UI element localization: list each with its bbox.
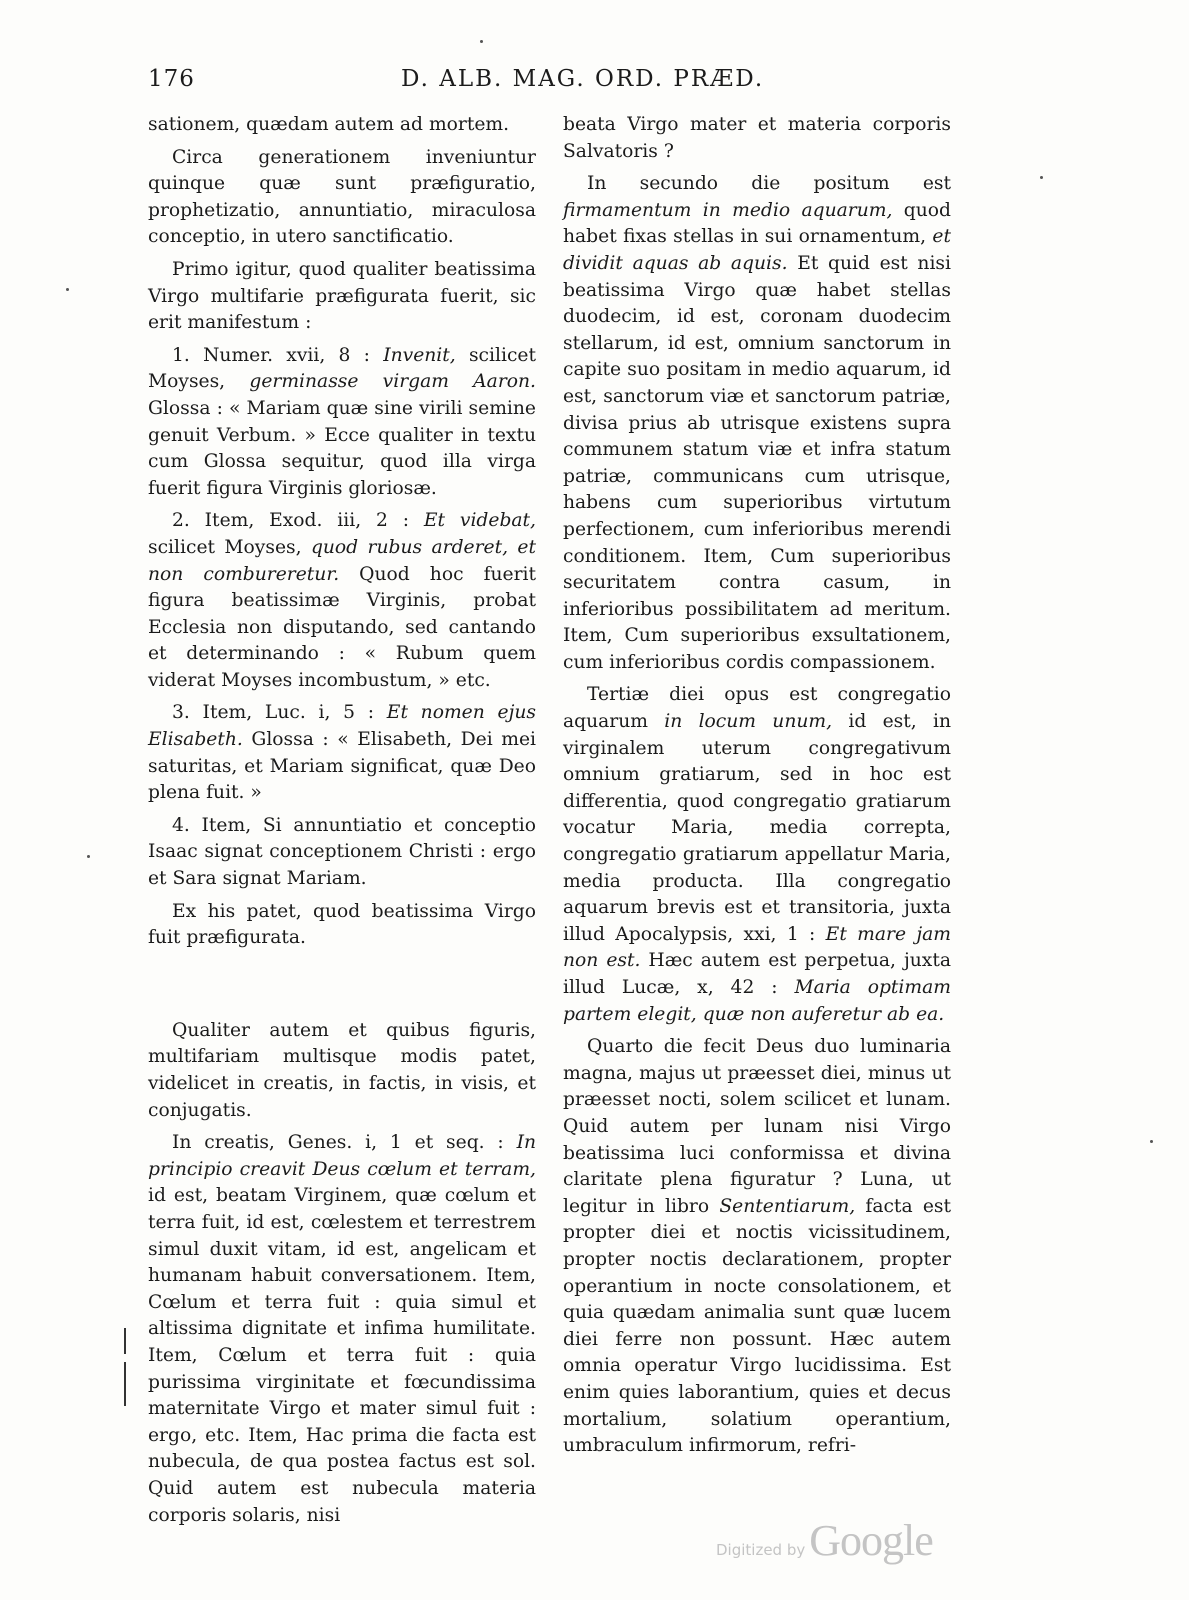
right-column bbox=[563, 112, 951, 1466]
paragraph: 3. Item, Luc. i, 5 : Et nomen ejus Elisabeth. Glossa : « Elisabeth, Dei mei saturitas, et Mariam significat, quæ Deo plena fuit. » bbox=[148, 702, 536, 804]
paragraph: Primo igitur, quod qualiter beatissima Virgo multifarie præfigurata fuerit, sic erit manifestum : bbox=[148, 258, 536, 334]
scan-speck bbox=[66, 288, 69, 291]
paragraph: Quarto die fecit Deus duo luminaria magna, majus ut præesset diei, minus ut præesset nocti, solem scilicet et lunam. Quid autem per lunam nisi Virgo beatissima luci conformissa et divina claritate plena figuratur ? Luna, ut legitur in libro Sententiarum, facta est propter diei et noctis vicissitudinem, propter noctis declarationem, propter operantium in nocte consolationem, et quia quædam animalia sunt quæ lucem diei ferre non possunt. Hæc autem omnia operatur Virgo lucidissima. Est enim quies laborantium, quies et decus mortalium, solatium operantium, umbraculum infirmorum, refri- bbox=[563, 1036, 952, 1457]
margin-mark bbox=[124, 1362, 126, 1406]
page-number: 176 bbox=[148, 66, 195, 92]
margin-mark bbox=[124, 1328, 126, 1354]
paragraph: Qualiter autem et quibus figuris, multifariam multisque modis patet, videlicet in creatis, in factis, in visis, et conjugatis. bbox=[148, 1019, 536, 1121]
left-column bbox=[148, 112, 536, 1535]
scan-speck bbox=[1150, 1140, 1153, 1143]
running-head: D. ALB. MAG. ORD. PRÆD. bbox=[401, 66, 765, 92]
paragraph: 4. Item, Si annuntiatio et conceptio Isaac signat conceptionem Christi : ergo et Sara signat Mariam. bbox=[148, 814, 536, 890]
watermark-caption: Digitized by bbox=[716, 1541, 806, 1559]
scan-speck bbox=[87, 855, 90, 858]
paragraph: sationem, quædam autem ad mortem. bbox=[148, 114, 510, 135]
paragraph: In creatis, Genes. i, 1 et seq. : In principio creavit Deus cœlum et terram, id est, beatam Virginem, quæ cœlum et terra fuit, id est, cœlestem et terrestrem simul duxit vitam, id est, angelicam et humanam habuit conversationem. Item, Cœlum et terra fuit : quia simul et altissima dignitate et infima humilitate. Item, Cœlum et terra fuit : quia purissima virginitate et fœcundissima maternitate Virgo et mater simul fuit : ergo, etc. Item, Hac prima die facta est nubecula, de qua postea factus est sol. Quid autem est nubecula materia corporis solaris, nisi bbox=[148, 1132, 536, 1526]
page-header bbox=[148, 66, 942, 100]
scan-speck bbox=[1040, 176, 1043, 179]
digitized-watermark bbox=[716, 1515, 933, 1566]
google-logo: Google bbox=[809, 1516, 933, 1565]
paragraph: 1. Numer. xvii, 8 : Invenit, scilicet Moyses, germinasse virgam Aaron. Glossa : « Mariam quæ sine virili semine genuit Verbum. » Ecce qualiter in textu cum Glossa sequitur, quod illa virga fuerit figura Virginis gloriosæ. bbox=[148, 344, 536, 499]
paragraph: beata Virgo mater et materia corporis Salvatoris ? bbox=[563, 114, 951, 162]
paragraph: In secundo die positum est firmamentum in medio aquarum, quod habet fixas stellas in sui ornamentum, et dividit aquas ab aquis. Et quid est nisi beatissima Virgo quæ habet stellas duodecim, id est, coronam duodecim stellarum, id est, omnium sanctorum in capite suo positam in medio aquarum, id est, sanctorum viæ et sanctorum patriæ, divisa prius ab utrisque existens supra communem statum viæ et infra statum patriæ, communicans cum utrisque, habens cum superioribus virtutum perfectionem, cum inferioribus merendi conditionem. Item, Cum superioribus securitatem contra casum, in inferioribus possibilitatem ad meritum. Item, Cum superioribus exsultationem, cum inferioribus cordis compassionem. bbox=[563, 173, 951, 673]
scan-speck bbox=[480, 40, 483, 43]
paragraph: 2. Item, Exod. iii, 2 : Et videbat, scilicet Moyses, quod rubus arderet, et non combureretur. Quod hoc fuerit figura beatissimæ Virginis, probat Ecclesia non disputando, sed cantando et determinando : « Rubum quem viderat Moyses incombustum, » etc. bbox=[148, 510, 536, 691]
paragraph: Ex his patet, quod beatissima Virgo fuit præfigurata. bbox=[148, 900, 536, 949]
paragraph: Tertiæ diei opus est congregatio aquarum in locum unum, id est, in virginalem uterum congregativum omnium gratiarum, sed in hoc est differentia, quod congregatio gratiarum vocatur Maria, media correpta, congregatio gratiarum appellatur Maria, media producta. Illa congregatio aquarum brevis est et transitoria, juxta illud Apocalypsis, xxi, 1 : Et mare jam non est. Hæc autem est perpetua, juxta illud Lucæ, x, 42 : Maria optimam partem elegit, quæ non auferetur ab ea. bbox=[563, 684, 951, 1025]
paragraph: Circa generationem inveniuntur quinque quæ sunt præfiguratio, prophetizatio, annuntiatio, miraculosa conceptio, in utero sanctificatio. bbox=[148, 146, 536, 248]
